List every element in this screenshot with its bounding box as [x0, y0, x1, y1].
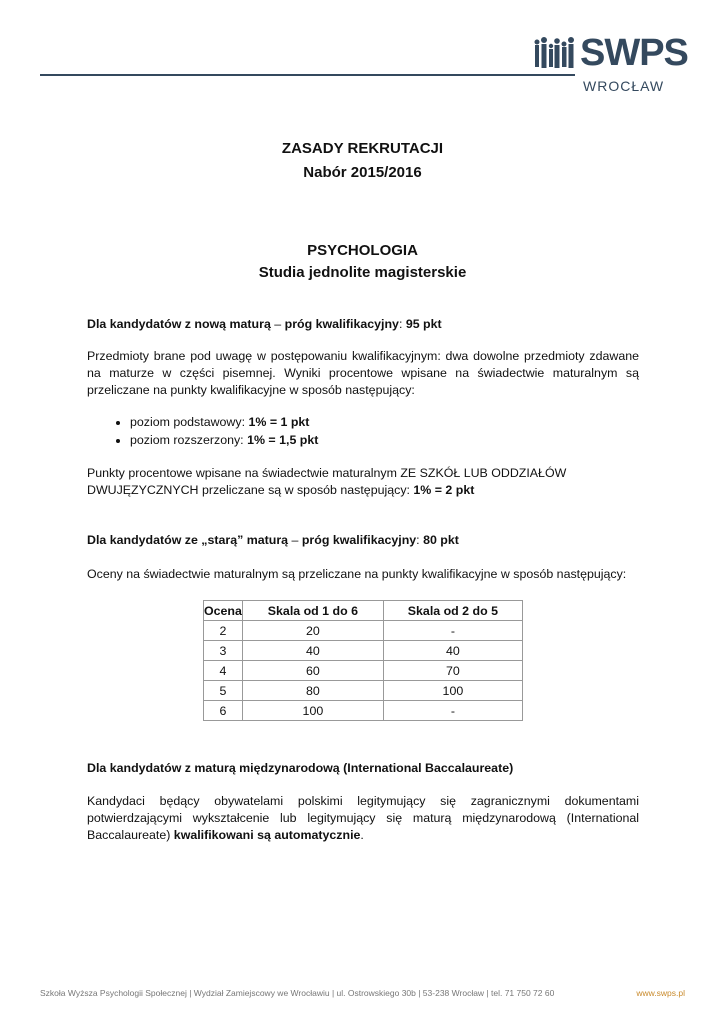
bilingual-value: 1% = 2 pkt — [413, 483, 475, 497]
doc-title: ZASADY REKRUTACJI — [281, 140, 444, 157]
table-cell: 3 — [204, 641, 243, 661]
ib-text: Kandydaci będący obywatelami polskimi legitymujący się zagranicznymi dokumentami potwierdzającymi wykształcenie lub legitymujący się maturą międzynarodową (International Baccalaureate) — [87, 794, 639, 842]
footer-website-link[interactable]: www.swps.pl — [636, 988, 685, 998]
ib-heading: Dla kandydatów z maturą międzynarodową (International Baccalaureate) — [87, 761, 514, 775]
extended-level-value: 1% = 1,5 pkt — [247, 432, 319, 447]
table-cell: 20 — [242, 621, 383, 641]
table-cell: 70 — [383, 661, 522, 681]
footer-address: Szkoła Wyższa Psychologii Społecznej | Wydział Zamiejscowy we Wrocławiu | ul. Ostrowskiego 30b | 53-238 Wrocław | tel. 71 750 72 60 — [40, 988, 555, 998]
table-cell: 80 — [242, 681, 383, 701]
extended-level-label: poziom rozszerzony: — [130, 432, 248, 447]
table-cell: 100 — [383, 681, 522, 701]
program-type: Studia jednolite magisterskie — [258, 264, 467, 281]
new-matura-colon: : — [398, 317, 406, 331]
table-row — [204, 701, 523, 721]
ib-period: . — [360, 828, 364, 842]
footer — [40, 988, 685, 998]
bilingual-text: Punkty procentowe wpisane na świadectwie maturalnym ZE SZKÓŁ LUB ODDZIAŁÓW DWUJĘZYCZNYCH przeliczane są w sposób następujący: — [87, 466, 567, 497]
new-matura-heading — [87, 316, 639, 333]
table-cell: - — [383, 621, 522, 641]
header-scale-2-5: Skala od 2 do 5 — [383, 601, 522, 621]
old-matura-heading — [87, 532, 639, 549]
header-grade: Ocena — [204, 601, 243, 621]
list-item — [130, 432, 682, 450]
table-cell: 2 — [204, 621, 243, 641]
table-cell: 40 — [383, 641, 522, 661]
new-matura-paragraph: Przedmioty brane pod uwagę w postępowaniu kwalifikacyjnym: dwa dowolne przedmioty zdawane na maturze w części pisemnej. Wyniki procentowe wpisane na świadectwie maturalnym są przeliczane na punkty kwalifikacyjne w sposób następujący: — [87, 349, 639, 397]
table-cell: 6 — [204, 701, 243, 721]
new-matura-threshold-label: próg kwalifikacyjny — [284, 317, 399, 331]
old-matura-paragraph: Oceny na świadectwie maturalnym są przeliczane na punkty kwalifikacyjne w sposób następujący: — [87, 567, 627, 581]
ib-auto-qualified: kwalifikowani są automatycznie — [173, 828, 361, 842]
new-matura-threshold-value: 95 pkt — [405, 317, 442, 331]
table-row — [204, 681, 523, 701]
old-matura-colon: : — [416, 533, 424, 547]
program-name: PSYCHOLOGIA — [307, 242, 418, 259]
table-row — [204, 661, 523, 681]
table-cell: 40 — [242, 641, 383, 661]
ib-paragraph — [87, 793, 639, 844]
new-matura-dash: – — [270, 317, 285, 331]
basic-level-label: poziom podstawowy: — [130, 415, 249, 429]
doc-subtitle: Nabór 2015/2016 — [303, 164, 422, 181]
header-logo — [0, 28, 725, 98]
brand-city: WROCŁAW — [583, 78, 665, 94]
table-cell: - — [383, 701, 522, 721]
list-item — [130, 414, 682, 432]
table-row — [204, 621, 523, 641]
table-row — [204, 641, 523, 661]
conversion-list — [87, 414, 682, 449]
people-silhouettes-icon — [533, 36, 577, 72]
grade-conversion-table — [203, 600, 523, 721]
old-matura-threshold-label: próg kwalifikacyjny — [301, 533, 417, 547]
header-scale-1-6: Skala od 1 do 6 — [242, 601, 383, 621]
table-cell: 5 — [204, 681, 243, 701]
brand-name: SWPS — [580, 32, 688, 74]
header-rule — [40, 74, 575, 76]
old-matura-dash: – — [288, 533, 302, 547]
bilingual-paragraph — [87, 465, 639, 499]
old-matura-title: Dla kandydatów ze „starą” maturą — [87, 533, 289, 547]
old-matura-threshold-value: 80 pkt — [423, 533, 459, 547]
table-cell: 100 — [242, 701, 383, 721]
basic-level-value: 1% = 1 pkt — [248, 415, 310, 429]
table-cell: 4 — [204, 661, 243, 681]
table-cell: 60 — [242, 661, 383, 681]
new-matura-title: Dla kandydatów z nową maturą — [87, 317, 271, 331]
table-header-row — [204, 601, 523, 621]
